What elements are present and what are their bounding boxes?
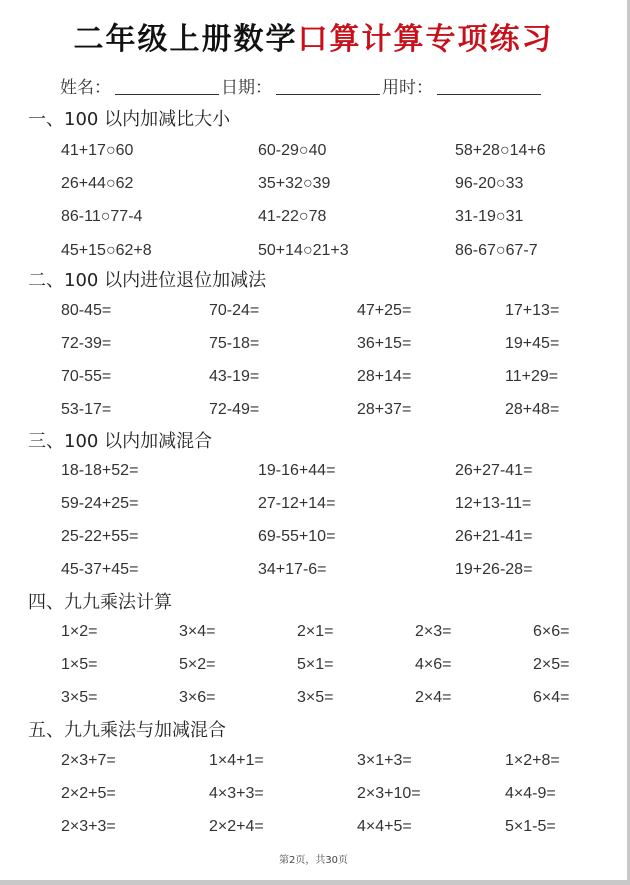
problem: 86-67○67-7 — [455, 242, 538, 259]
problem: 60-29○40 — [258, 142, 327, 159]
section-3-row — [0, 462, 627, 486]
problem: 18-18+52= — [61, 462, 139, 479]
problem: 3×6= — [179, 689, 216, 706]
section-2-row — [0, 401, 627, 425]
problem: 4×3+3= — [209, 785, 264, 802]
problem: 1×2= — [61, 623, 98, 640]
problem: 47+25= — [357, 302, 412, 319]
problem: 28+48= — [505, 401, 560, 418]
problem: 19-16+44= — [258, 462, 336, 479]
problem: 4×6= — [415, 656, 452, 673]
problem: 2×1= — [297, 623, 334, 640]
problem: 2×4= — [415, 689, 452, 706]
problem: 11+29= — [505, 368, 559, 385]
section-4-row — [0, 689, 627, 713]
problem: 80-45= — [61, 302, 112, 319]
problem: 28+14= — [357, 368, 412, 385]
problem: 2×2+4= — [209, 818, 264, 835]
section-2-row — [0, 302, 627, 326]
problem: 4×4-9= — [505, 785, 556, 802]
title-red: 口算计算专项练习 — [297, 22, 554, 57]
problem: 69-55+10= — [258, 528, 336, 545]
problem: 70-55= — [61, 368, 112, 385]
problem: 3×1+3= — [357, 752, 412, 769]
section-5-row — [0, 818, 627, 842]
problem: 26+27-41= — [455, 462, 533, 479]
problem: 3×5= — [61, 689, 98, 706]
problem: 58+28○14+6 — [455, 142, 546, 159]
date-label: 日期： — [221, 78, 272, 98]
problem: 26+44○62 — [61, 175, 134, 192]
date-blank[interactable] — [276, 78, 380, 95]
problem: 25-22+55= — [61, 528, 139, 545]
problem: 19+26-28= — [455, 561, 533, 578]
page-number: 第2页，共30页 — [278, 855, 349, 866]
title-black: 二年级上册数学 — [73, 22, 298, 57]
problem: 2×3= — [415, 623, 452, 640]
problem: 35+32○39 — [258, 175, 331, 192]
section-5-row — [0, 752, 627, 776]
problem: 41+17○60 — [61, 142, 134, 159]
student-info-line — [60, 73, 543, 98]
section-1-row — [0, 175, 627, 199]
problem: 50+14○21+3 — [258, 242, 349, 259]
name-label: 姓名： — [60, 78, 111, 98]
section-1-row — [0, 242, 627, 266]
problem: 53-17= — [61, 401, 112, 418]
section-2-title: 二、100 以内进位退位加减法 — [28, 270, 267, 291]
section-1-row — [0, 142, 627, 166]
problem: 5×1= — [297, 656, 334, 673]
problem: 1×4+1= — [209, 752, 264, 769]
problem: 3×4= — [179, 623, 216, 640]
problem: 45-37+45= — [61, 561, 139, 578]
section-1-row — [0, 208, 627, 232]
problem: 6×6= — [533, 623, 570, 640]
section-5-row — [0, 785, 627, 809]
problem: 70-24= — [209, 302, 260, 319]
problem: 41-22○78 — [258, 208, 327, 225]
problem: 2×5= — [533, 656, 570, 673]
problem: 96-20○33 — [455, 175, 524, 192]
problem: 59-24+25= — [61, 495, 139, 512]
section-3-row — [0, 495, 627, 519]
section-3-row — [0, 561, 627, 585]
section-2-row — [0, 335, 627, 359]
section-2-row — [0, 368, 627, 392]
problem: 12+13-11= — [455, 495, 532, 512]
problem: 26+21-41= — [455, 528, 533, 545]
time-label: 用时： — [382, 78, 433, 98]
problem: 34+17-6= — [258, 561, 327, 578]
problem: 27-12+14= — [258, 495, 336, 512]
problem: 1×5= — [61, 656, 98, 673]
problem: 5×1-5= — [505, 818, 556, 835]
problem: 43-19= — [209, 368, 260, 385]
problem: 2×2+5= — [61, 785, 116, 802]
problem: 1×2+8= — [505, 752, 560, 769]
section-4-row — [0, 656, 627, 680]
problem: 36+15= — [357, 335, 412, 352]
problem: 72-49= — [209, 401, 260, 418]
page-title — [0, 14, 627, 58]
problem: 45+15○62+8 — [61, 242, 152, 259]
section-5-title: 五、九九乘法与加减混合 — [28, 720, 226, 741]
problem: 2×3+10= — [357, 785, 421, 802]
problem: 31-19○31 — [455, 208, 524, 225]
section-4-row — [0, 623, 627, 647]
section-1-title: 一、100 以内加减比大小 — [28, 109, 231, 130]
problem: 3×5= — [297, 689, 334, 706]
section-3-title: 三、100 以内加减混合 — [28, 431, 213, 452]
problem: 6×4= — [533, 689, 570, 706]
time-blank[interactable] — [437, 78, 541, 95]
problem: 72-39= — [61, 335, 112, 352]
problem: 4×4+5= — [357, 818, 412, 835]
problem: 2×3+3= — [61, 818, 116, 835]
problem: 28+37= — [357, 401, 412, 418]
problem: 19+45= — [505, 335, 560, 352]
problem: 17+13= — [505, 302, 560, 319]
problem: 5×2= — [179, 656, 216, 673]
name-blank[interactable] — [115, 78, 219, 95]
section-4-title: 四、九九乘法计算 — [28, 592, 172, 613]
problem: 75-18= — [209, 335, 260, 352]
problem: 2×3+7= — [61, 752, 116, 769]
section-3-row — [0, 528, 627, 552]
problem: 86-11○77-4 — [61, 208, 143, 225]
